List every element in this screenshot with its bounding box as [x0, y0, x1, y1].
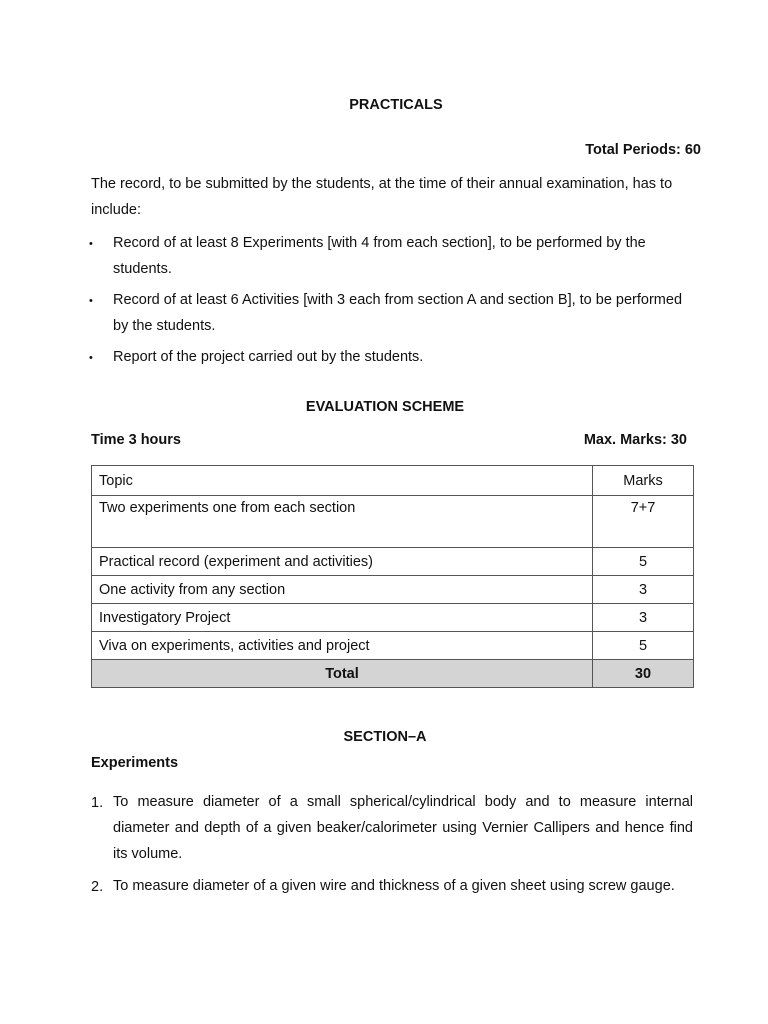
table-cell-topic: Practical record (experiment and activities) [92, 548, 593, 576]
list-item: Report of the project carried out by the students. [113, 349, 424, 365]
bullet-icon: • [89, 238, 93, 250]
table-cell-marks: 3 [593, 604, 694, 632]
list-item: To measure diameter of a small spherical/cylindrical body and to measure internal diameter and depth of a given beaker/calorimeter using Vernier Callipers and hence find its volume. [113, 794, 693, 862]
total-periods: Total Periods: 60 [585, 142, 701, 158]
table-total-row [92, 660, 694, 688]
table-header-topic: Topic [92, 466, 593, 496]
table-row [92, 576, 694, 604]
table-cell-topic: Investigatory Project [92, 604, 593, 632]
bullet-icon: • [89, 295, 93, 307]
table-header-marks: Marks [593, 466, 694, 496]
list-item-number: 1. [91, 795, 104, 811]
table-cell-topic: One activity from any section [92, 576, 593, 604]
table-cell-topic: Viva on experiments, activities and project [92, 632, 593, 660]
page-title: PRACTICALS [349, 97, 443, 113]
table-total-marks: 30 [593, 660, 694, 688]
max-marks-label: Max. Marks: 30 [583, 432, 687, 448]
table-row [92, 632, 694, 660]
bullet-icon: • [89, 352, 93, 364]
time-label: Time 3 hours [91, 432, 181, 448]
table-header-row [92, 466, 694, 496]
table-cell-marks: 7+7 [593, 496, 694, 548]
table-cell-marks: 5 [593, 548, 694, 576]
section-subtitle: Experiments [91, 755, 179, 771]
section-title: SECTION–A [343, 729, 427, 745]
evaluation-table [91, 465, 694, 688]
table-cell-marks: 5 [593, 632, 694, 660]
list-item: Record of at least 6 Activities [with 3 each from section A and section B], to be performed by the students. [113, 292, 683, 334]
evaluation-title: EVALUATION SCHEME [305, 399, 465, 415]
table-row [92, 604, 694, 632]
table-row [92, 548, 694, 576]
list-item: To measure diameter of a given wire and thickness of a given sheet using screw gauge. [113, 878, 675, 894]
list-item: Record of at least 8 Experiments [with 4 from each section], to be performed by the students. [113, 235, 646, 277]
list-item-number: 2. [91, 879, 104, 895]
intro-paragraph: The record, to be submitted by the students, at the time of their annual examination, has to include: [91, 176, 673, 218]
table-row [92, 496, 694, 548]
table-total-label: Total [92, 660, 593, 688]
table-cell-topic: Two experiments one from each section [92, 496, 593, 548]
table-cell-marks: 3 [593, 576, 694, 604]
